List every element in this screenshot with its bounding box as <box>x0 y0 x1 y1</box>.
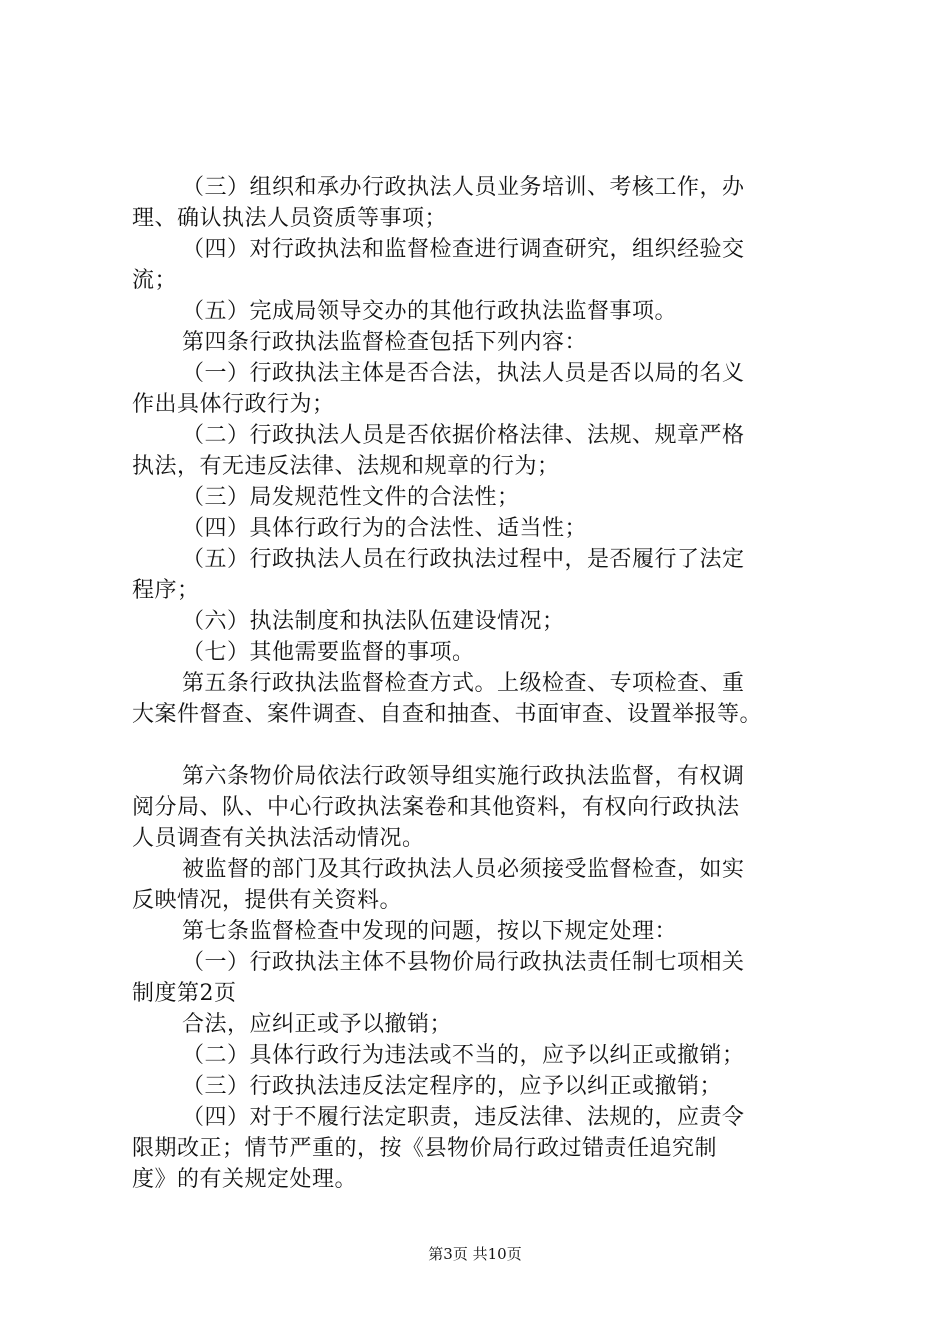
text-line: （六）执法制度和执法队伍建设情况； <box>182 609 565 634</box>
text-line: 合法，应纠正或予以撤销； <box>182 1012 453 1037</box>
text-line: （一）行政执法主体是否合法，执法人员是否以局的名义 <box>182 361 745 386</box>
text-line: （二）行政执法人员是否依据价格法律、法规、规章严格 <box>182 423 745 448</box>
text-line: 制度第2页 <box>132 981 237 1006</box>
text-line: 程序； <box>132 578 200 603</box>
text-line: （三）组织和承办行政执法人员业务培训、考核工作，办 <box>182 175 745 200</box>
text-line: 被监督的部门及其行政执法人员必须接受监督检查，如实 <box>182 857 745 882</box>
text-line: 大案件督查、案件调查、自查和抽查、书面审查、设置举报等。 <box>132 702 763 727</box>
text-line: 人员调查有关执法活动情况。 <box>132 826 425 851</box>
text-line: （三）行政执法违反法定程序的，应予以纠正或撤销； <box>182 1074 723 1099</box>
text-line: （四）对行政执法和监督检查进行调查研究，组织经验交 <box>182 237 745 262</box>
text-line: 第六条物价局依法行政领导组实施行政执法监督，有权调 <box>182 764 745 789</box>
text-line: 理、确认执法人员资质等事项； <box>132 206 448 231</box>
text-line: 第四条行政执法监督检查包括下列内容： <box>182 330 588 355</box>
text-line: （五）完成局领导交办的其他行政执法监督事项。 <box>182 299 678 324</box>
text-line: 第七条监督检查中发现的问题，按以下规定处理： <box>182 919 678 944</box>
text-line: 作出具体行政行为； <box>132 392 335 417</box>
text-line: （二）具体行政行为违法或不当的，应予以纠正或撤销； <box>182 1043 745 1068</box>
text-line: 反映情况，提供有关资料。 <box>132 888 403 913</box>
text-line: 阅分局、队、中心行政执法案卷和其他资料，有权向行政执法 <box>132 795 740 820</box>
text-line: 执法，有无违反法律、法规和规章的行为； <box>132 454 560 479</box>
text-line: 限期改正；情节严重的，按《县物价局行政过错责任追究制 <box>132 1136 718 1161</box>
text-line: 流； <box>132 268 178 293</box>
text-line: （七）其他需要监督的事项。 <box>182 640 475 665</box>
text-line: （四）对于不履行法定职责，违反法律、法规的，应责令 <box>182 1105 745 1130</box>
text-line: 度》的有关规定处理。 <box>132 1167 358 1192</box>
text-line: （五）行政执法人员在行政执法过程中，是否履行了法定 <box>182 547 745 572</box>
text-line: （一）行政执法主体不县物价局行政执法责任制七项相关 <box>182 950 745 975</box>
blank-line <box>132 730 832 761</box>
page-footer: 第3页 共10页 <box>428 1245 522 1263</box>
text-line: （四）具体行政行为的合法性、适当性； <box>182 516 588 541</box>
document-body <box>132 172 832 1195</box>
text-line: 第五条行政执法监督检查方式。上级检查、专项检查、重 <box>182 671 745 696</box>
text-line: （三）局发规范性文件的合法性； <box>182 485 520 510</box>
